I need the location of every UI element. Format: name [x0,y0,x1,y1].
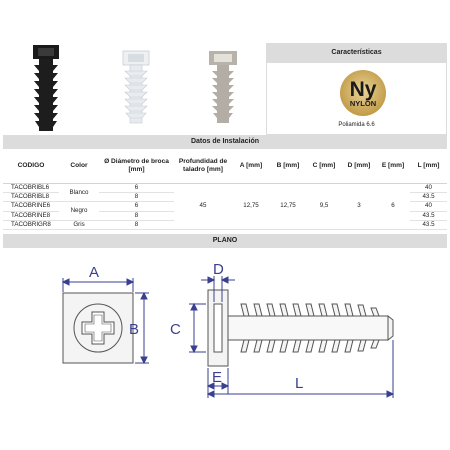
side-view-slot [214,304,222,352]
col-codigo: CODIGO [3,149,59,184]
col-e: E [mm] [376,149,410,184]
cell-broca: 8 [99,220,174,229]
badge-ny-text: Ny [349,78,377,101]
material-caption: Poliamida 6.6 [338,122,375,128]
dim-label-d: D [213,261,224,278]
cell-code: TACOBRINE6 [3,202,59,211]
col-c: C [mm] [306,149,342,184]
cell-l: 43.5 [410,211,447,220]
cell-color-gris: Gris [59,220,99,229]
plano-title: PLANO [3,234,447,248]
cell-b: 12,75 [270,184,306,230]
grey-plug-image [200,43,250,135]
cell-l: 43.5 [410,193,447,202]
col-color: Color [59,149,99,184]
dim-label-a: A [89,264,100,281]
dim-label-c: C [170,321,181,338]
cell-broca: 8 [99,193,174,202]
cell-code: TACOBRINE8 [3,211,59,220]
black-plug-image [23,43,73,135]
technical-drawing [3,248,447,448]
col-a: A [mm] [232,149,270,184]
cell-a: 12,75 [232,184,270,230]
features-panel [266,63,447,135]
col-b: B [mm] [270,149,306,184]
cell-d: 3 [342,184,376,230]
table-row [3,184,447,193]
col-l: L [mm] [410,149,447,184]
features-title: Características [266,43,447,63]
table-header-row [3,149,447,184]
col-profundidad: Profundidad de taladro [mm] [174,149,232,184]
dim-label-b: B [129,321,140,338]
install-title: Datos de Instalación [3,135,447,149]
cell-code: TACOBRIBL6 [3,184,59,193]
cell-l: 40 [410,184,447,193]
install-table [3,149,447,230]
col-d: D [mm] [342,149,376,184]
cell-e: 6 [376,184,410,230]
product-images [3,43,266,135]
cell-code: TACOBRIGR8 [3,220,59,229]
cell-broca: 6 [99,184,174,193]
dim-label-e: E [212,369,223,386]
cell-broca: 6 [99,202,174,211]
cell-broca: 8 [99,211,174,220]
cell-profundidad: 45 [174,184,232,230]
white-plug-image [113,43,163,135]
cell-color-blanco: Blanco [59,184,99,202]
col-diametro: Ø Diámetro de broca [mm] [99,149,174,184]
cell-l: 40 [410,202,447,211]
nylon-badge [339,69,387,117]
cell-color-negro: Negro [59,202,99,220]
cell-c: 9,5 [306,184,342,230]
dim-label-l: L [295,375,304,392]
badge-nylon-text: NYLON [349,99,377,108]
cell-code: TACOBRIBL8 [3,193,59,202]
side-view-shank [228,316,388,340]
cell-l: 43.5 [410,220,447,229]
